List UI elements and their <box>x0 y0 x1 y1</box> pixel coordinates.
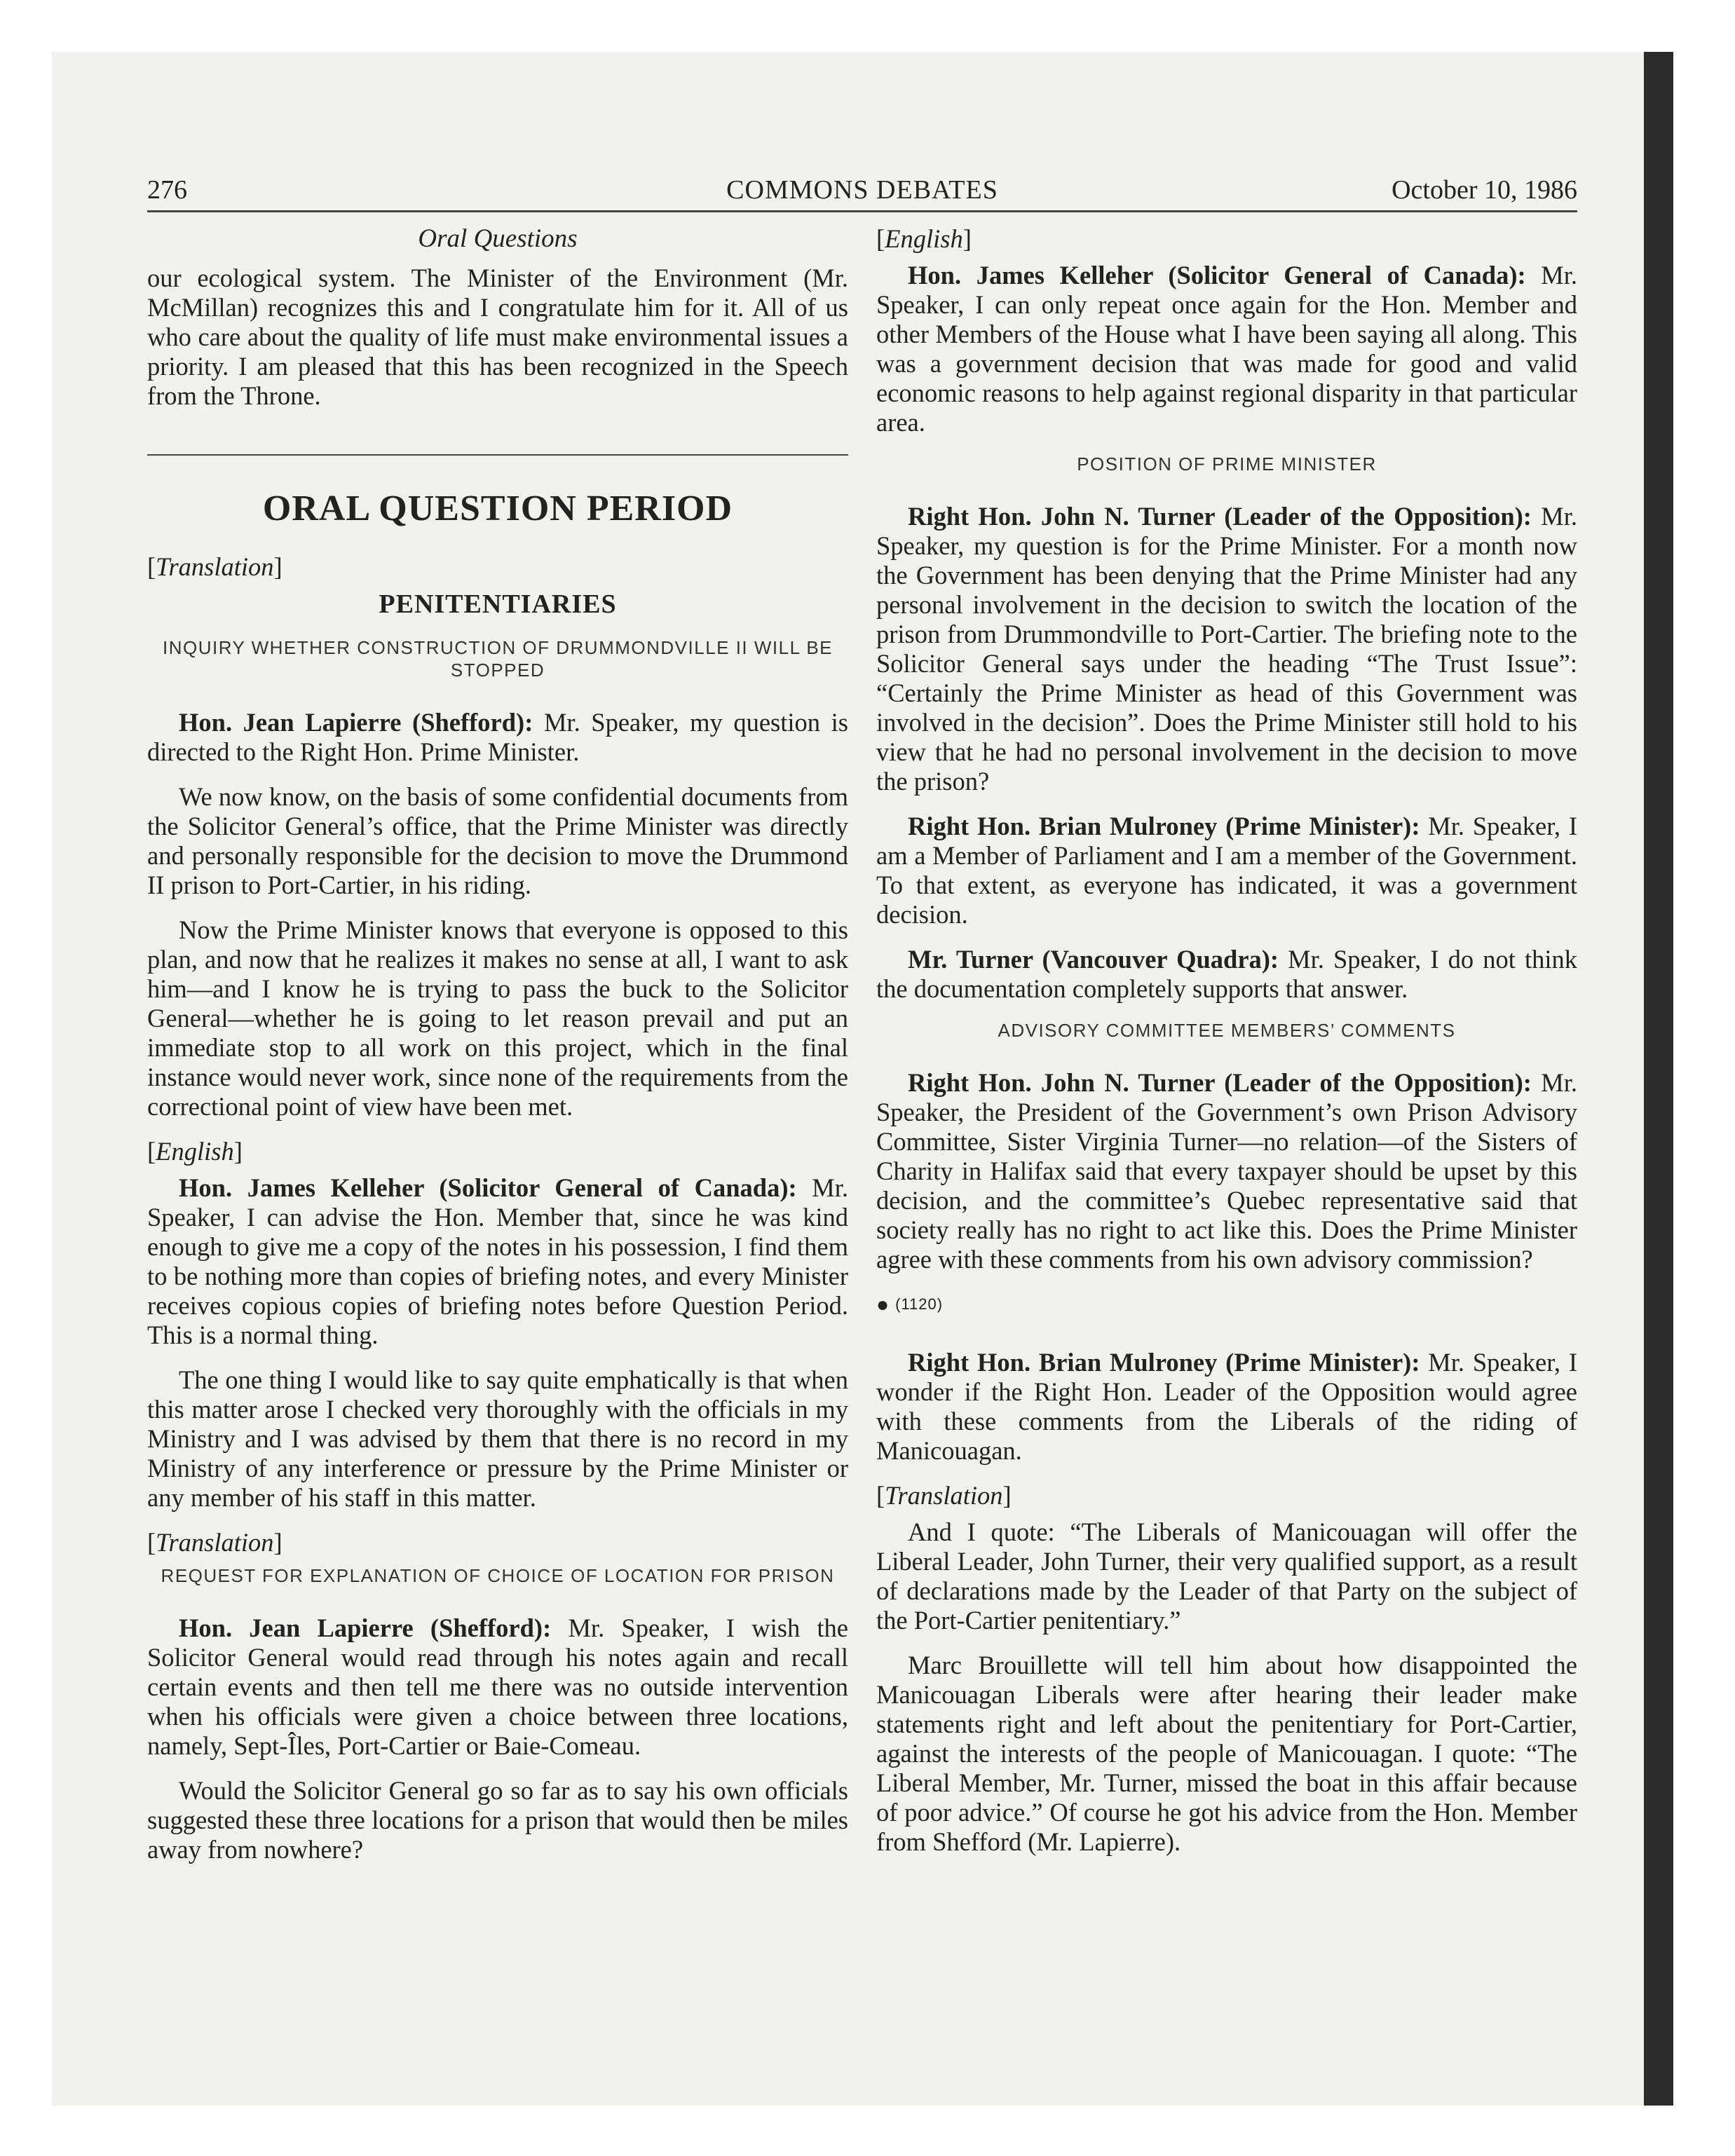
time-marker: ● (1120) <box>876 1293 944 1317</box>
speech-paragraph: Right Hon. Brian Mulroney (Prime Minister): Mr. Speaker, I wonder if the Right Hon. Leader of the Opposition would agree with these comments from the Liberals of the riding of Manicouagan. <box>876 1348 1577 1466</box>
language-tag: [Translation] <box>147 1528 283 1557</box>
subheading: ADVISORY COMMITTEE MEMBERS’ COMMENTS <box>998 1020 1456 1041</box>
speech-paragraph: Right Hon. John N. Turner (Leader of the Opposition): Mr. Speaker, my question is for the Prime Minister. For a month now the Government has been denying that the Prime Minister had any personal involvement in the decision to switch the location of the prison from Drummondville to Port-Cartier. The briefing note to the Solicitor General says under the heading “The Trust Issue”: “Certainly the Prime Minister as head of this Government was involved in the decision”. Does the Prime Minister still hold to his view that he had no personal involvement in the decision to move the prison? <box>876 502 1577 796</box>
publication-title: COMMONS DEBATES <box>726 175 998 205</box>
bullet-icon: ● <box>876 1293 890 1317</box>
subheading: POSITION OF PRIME MINISTER <box>1077 453 1377 475</box>
language-tag: [English] <box>876 224 972 253</box>
section-divider <box>147 454 848 456</box>
paragraph: And I quote: “The Liberals of Manicouagan will offer the Liberal Leader, John Turner, their very qualified support, as a result of declarations made by the Leader of that Party on the subject of the Port-Cartier penitentiary.” <box>876 1517 1577 1635</box>
paragraph: We now know, on the basis of some confidential documents from the Solicitor General’s office, that the Prime Minister was directly and personally responsible for the decision to move the Drummond II prison to Port-Cartier, in his riding. <box>147 782 848 899</box>
speech-paragraph: Mr. Turner (Vancouver Quadra): Mr. Speaker, I do not think the documentation completely supports that answer. <box>876 945 1577 1003</box>
scan-edge-shadow <box>1644 52 1673 2106</box>
paragraph: Would the Solicitor General go so far as to say his own officials suggested these three locations for a prison that would then be miles away from nowhere? <box>147 1776 848 1864</box>
language-tag: [Translation] <box>876 1481 1012 1510</box>
speaker-name: Hon. Jean Lapierre (Shefford): <box>179 708 533 737</box>
section-title: ORAL QUESTION PERIOD <box>262 489 733 528</box>
speaker-name: Right Hon. John N. Turner (Leader of the Opposition): <box>908 1068 1532 1097</box>
speech-paragraph: Hon. Jean Lapierre (Shefford): Mr. Speaker, my question is directed to the Right Hon. Prime Minister. <box>147 708 848 766</box>
running-head: Oral Questions <box>418 224 578 253</box>
speech-paragraph: Hon. Jean Lapierre (Shefford): Mr. Speaker, I wish the Solicitor General would read through his notes again and recall certain events and then tell me there was no outside intervention when his officials were given a choice between three locations, namely, Sept-Îles, Port-Cartier or Baie-Comeau. <box>147 1613 849 1760</box>
speaker-name: Hon. James Kelleher (Solicitor General of Canada): <box>179 1173 797 1202</box>
speech-paragraph: Hon. James Kelleher (Solicitor General of Canada): Mr. Speaker, I can advise the Hon. Member that, since he was kind enough to give me a copy of the notes in his possession, I find them to be nothing more than copies of briefing notes, and every Minister receives copious copies of briefing notes before Question Period. This is a normal thing. <box>147 1173 848 1349</box>
paragraph: Marc Brouillette will tell him about how disappointed the Manicouagan Liberals were after hearing their leader make statements right and left about the penitentiary for Port-Cartier, against the interests of the people of Manicouagan. I quote: “The Liberal Member, Mr. Turner, missed the boat in this affair because of poor advice.” Of course he got his advice from the Hon. Member from Shefford (Mr. Lapierre). <box>876 1651 1577 1857</box>
right-column <box>876 224 1577 1872</box>
page-header <box>147 174 1577 212</box>
publication-date: October 10, 1986 <box>1392 175 1577 205</box>
speech-paragraph: Right Hon. John N. Turner (Leader of the Opposition): Mr. Speaker, the President of the Government’s own Prison Advisory Committee, Sister Virginia Turner—no relation—of the Sisters of Charity in Halifax said that every taxpayer should be upset by this decision, and the committee’s Quebec representative said that society really has no right to act like this. Does the Prime Minister agree with these comments from his own advisory commission? <box>876 1068 1577 1274</box>
speaker-name: Mr. Turner (Vancouver Quadra): <box>908 945 1279 974</box>
paragraph: our ecological system. The Minister of the Environment (Mr. McMillan) recognizes this and I congratulate him for it. All of us who care about the quality of life must make environmental issues a priority. I am pleased that this has been recognized in the Speech from the Throne. <box>147 264 848 410</box>
speaker-name: Hon. James Kelleher (Solicitor General of Canada): <box>908 261 1526 289</box>
subject-heading: PENITENTIARIES <box>379 589 617 619</box>
language-tag: [Translation] <box>147 552 283 581</box>
subheading: INQUIRY WHETHER CONSTRUCTION OF DRUMMONDVILLE II WILL BE STOPPED <box>162 637 834 681</box>
speech-paragraph: Right Hon. Brian Mulroney (Prime Minister): Mr. Speaker, I am a Member of Parliament and I am a member of the Government. To that extent, as everyone has indicated, it was a government decision. <box>876 812 1577 929</box>
subheading: REQUEST FOR EXPLANATION OF CHOICE OF LOCATION FOR PRISON <box>161 1565 835 1586</box>
paragraph: Now the Prime Minister knows that everyone is opposed to this plan, and now that he realizes it makes no sense at all, I want to ask him—and I know he is trying to pass the buck to the Solicitor General—whether he is going to let reason prevail and put an immediate stop to all work on this project, which in the final instance would never work, since none of the requirements from the correctional point of view have been met. <box>147 915 848 1121</box>
speaker-name: Right Hon. Brian Mulroney (Prime Minister): <box>908 1348 1420 1377</box>
speech-paragraph: Hon. James Kelleher (Solicitor General of Canada): Mr. Speaker, I can only repeat once again for the Hon. Member and other Members of the House what I have been saying all along. This was a government decision that was made for good and valid economic reasons to help against regional disparity in that particular area. <box>876 261 1577 437</box>
speaker-name: Right Hon. John N. Turner (Leader of the Opposition): <box>908 502 1532 531</box>
paragraph: The one thing I would like to say quite emphatically is that when this matter arose I checked very thoroughly with the officials in my Ministry and I was advised by them that there is no record in my Ministry of any interference or pressure by the Prime Minister or any member of his staff in this matter. <box>147 1365 848 1512</box>
speaker-name: Hon. Jean Lapierre (Shefford): <box>179 1613 552 1642</box>
speaker-name: Right Hon. Brian Mulroney (Prime Minister): <box>908 812 1420 840</box>
page-number: 276 <box>147 175 187 205</box>
language-tag: [English] <box>147 1137 243 1166</box>
left-column <box>147 224 848 1880</box>
